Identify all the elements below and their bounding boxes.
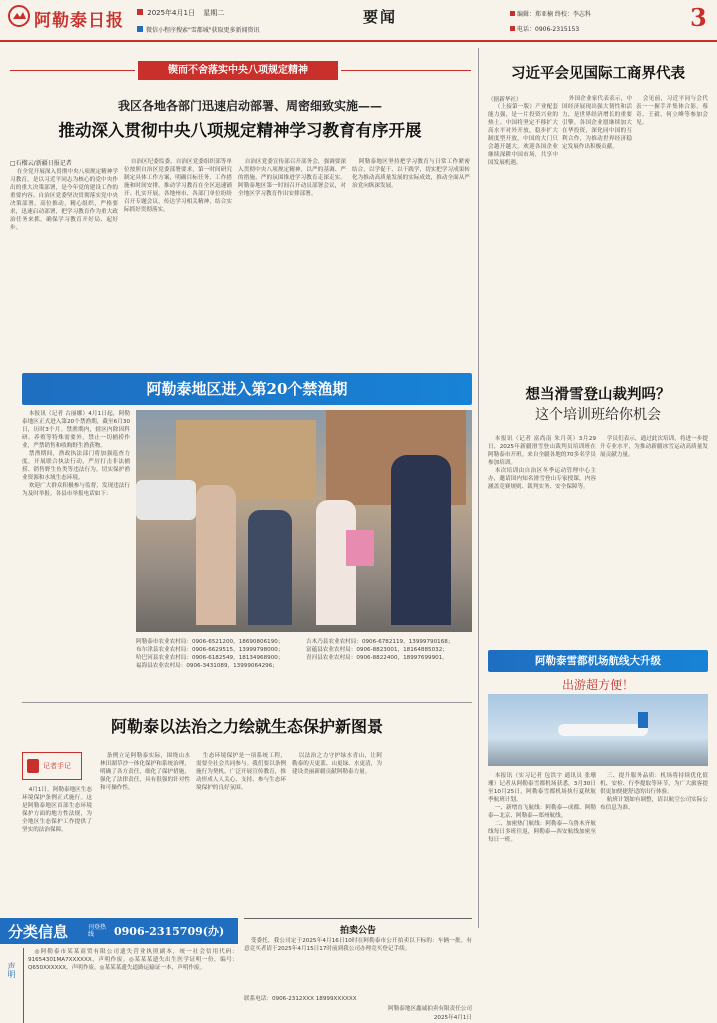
plane-tail [638, 712, 648, 728]
wechat-note [137, 25, 260, 34]
right-top-headline: 习近平会见国际工商界代表 [511, 65, 685, 82]
column-label-text: 记者手记 [43, 762, 71, 770]
right-top-col-2: 外国企业家代表表示，中国经济展现出强大韧性和活力，是世界经济增长的重要引擎。各国企业愿继续加大在华投资，深化同中国的互利合作，为推动世界经济稳定发展作出积极贡献。 [562, 96, 632, 150]
plane-shape [558, 724, 648, 736]
lead-col-2: 自治区纪委监委、自治区党委组织部等单位按照自治区党委部署要求，第一时间研究制定具体工作方案，明确目标任务、工作措施和时间安排，推动学习教育在全区迅速铺开、扎实开展。各地州市、各部门单位纷纷召开专题会议，传达学习相关精神，结合实际抓好贯彻落实。 [124, 159, 232, 213]
pink-flyer [346, 530, 374, 566]
phone-text: 电话：0906-2315153 [517, 26, 580, 33]
phone-bullet-icon [510, 26, 515, 31]
lead-kicker: 我区各地各部门迅速启动部署、周密细致实施—— [117, 99, 382, 113]
person-shape-2 [248, 510, 292, 625]
building-shape [176, 420, 316, 500]
classified-title: 分类信息 [8, 923, 69, 941]
editor-text: 编辑：郑亚楠 终校：李志科 [517, 11, 591, 18]
issue-date: 2025年4月1日 [147, 9, 195, 17]
ecology-col-1: 4月1日，阿勒泰地区生态环境保护条例正式施行。这是阿勒泰地区首部生态环境保护方面的地方性法规，为全地区生态保护工作提供了坚实的法治保障。 [22, 787, 92, 833]
auction-contact: 联系电话：0906-2312XXX 18999XXXXXX [244, 996, 357, 1002]
fishing-body: 本报讯（记者 古丽娜）4月1日起，阿勒泰地区正式进入第20个禁渔期，截至6月30日，历时3个月。禁渔期内，辖区内除因科研、养殖等特殊需要外，禁止一切捕捞作业，严禁销售和收购野生渔获物。 禁渔期间，渔政执法部门将加强巡查力度，开展联合执法行动，严厉打击非法捕捞、销售野生鱼类等违法行为，切实保护渔业资源和水域生态环境。 欢迎广大群众积极参与监督，发现违法行为及时举报。各县市举报电话如下： [22, 411, 130, 497]
notice-label: 声明 [7, 962, 16, 978]
ski-headline: 想当滑雪登山裁判吗？ [525, 386, 671, 403]
logo-emblem [8, 5, 30, 27]
right-top-col-1: （上接第一版）产业配套能力强，是一片投资兴业的热土。中国将坚定不移扩大高水平对外开放，稳步扩大制度型开放，中国的大门只会越开越大。欢迎各国企业继续深耕中国市场，共享中国发展机遇。 [488, 104, 558, 166]
logo-text: 阿勒泰日报 [34, 11, 124, 31]
auction-title: 拍卖公告 [339, 926, 376, 936]
page-number: 3 [690, 3, 707, 32]
auction-date: 2025年4月1日 [433, 1015, 472, 1021]
airport-col-1: 本报讯（实习记者 包洪宇 通讯员 张珊珊）记者从阿勒泰雪都机场获悉，3月30日至10月25日，阿勒泰雪都机场执行夏秋航季航班计划。 一、新增直飞航线：阿勒泰—成都、阿勒泰—北京、阿勒泰—郑州航线。 二、加密热门航线：阿勒泰—乌鲁木齐航线每日多班往返，阿勒泰—西安航线加密至每日一班。 [488, 773, 596, 843]
fishing-banner [22, 373, 472, 405]
notice-text: ◎阿勒泰市某某商贸有限公司遗失营业执照副本，统一社会信用代码：91654301MA7XXXXXX，声明作废。◎某某某遗失出生医学证明一份，编号：Q650XXXXXX，声明作废。◎某某某遗失道路运输证一本，声明作废。 [28, 949, 238, 971]
lead-col-1: 在全党开展深入贯彻中央八项规定精神学习教育，是以习近平同志为核心的党中央作出的重大决策部署，是今年党的建设工作的重要内容。自治区党委坚决贯彻落实党中央决策部署，高位推动，精心组织，严格要求，迅速启动部署，把学习教育作为重大政治任务来抓，确保学习教育开好局、起好步。 [10, 169, 118, 231]
hotline-6: 青河县农业农村局：0906-8822400，18997699901。 [306, 655, 448, 661]
airport-col-2: 三、提升服务品质：机场将持续优化值机、安检、行李提取等环节，为广大旅客提供更加便捷舒适的出行体验。 航班计划如有调整，请以航空公司实际公布信息为准。 [600, 773, 708, 811]
auction-company: 阿勒泰地区鑫诚拍卖有限责任公司 [388, 1006, 472, 1012]
classified-phone: 0906-2315709(办) [114, 925, 225, 938]
officer-shape [391, 455, 451, 625]
fishing-hotlines-right [306, 638, 472, 698]
auction-box [244, 918, 472, 1023]
ecology-col-2: 条例立足阿勒泰实际，围绕山水林田湖草沙一体化保护和系统治理，明确了各方责任，细化了保护措施，强化了法律责任，具有很强的针对性和可操作性。 [100, 753, 190, 791]
airport-headline: 阿勒泰雪都机场航线大升级 [535, 655, 661, 667]
notice-label-box [0, 948, 24, 1023]
lead-headline: 推动深入贯彻中央八项规定精神学习教育有序开展 [58, 121, 422, 140]
date-block [137, 8, 224, 18]
auction-text: 受委托，我公司定于2025年4月16日10时在阿勒泰市公开拍卖以下标的：车辆一批。有意竞买者请于2025年4月15日17时前到我公司办理竞买登记手续。 [244, 938, 472, 952]
editor-line [510, 9, 591, 18]
hotline-3: 吉木乃县农业农村局：0906-6782119，13999790168； [306, 639, 454, 645]
ecology-col-4: 以法治之力守护绿水青山，让阿勒泰的天更蓝、山更绿、水更清，为建设美丽新疆贡献阿勒泰力量。 [292, 753, 382, 775]
fishing-hotlines-left [136, 638, 301, 698]
pen-icon [27, 759, 39, 773]
hotline-4: 福海县农业农村局：0906-3431089，13999064296； [136, 663, 278, 669]
airport-subhead: 出游超方便！ [561, 678, 634, 692]
ski-subhead: 这个培训班给你机会 [535, 407, 661, 423]
car-shape [136, 480, 196, 520]
airport-photo [488, 694, 708, 766]
ecology-headline: 阿勒泰以法治之力绘就生态保护新图景 [110, 717, 383, 736]
masthead [0, 0, 717, 40]
ski-col-1: 本报讯（记者 富尚南 朱月英）3月29日，2025年新疆滑雪登山裁判员培训班在阿勒泰市开班。来自全疆各地的70多名学员参加培训。 本次培训由自治区冬季运动管理中心主办，邀请国内知名滑雪登山专家授课，内容涵盖竞赛规则、裁判实务、安全保障等。 [488, 436, 596, 490]
hotline-5: 富蕴县农业农村局：0906-8823001，18164885032； [306, 647, 448, 653]
campaign-banner [138, 61, 338, 80]
right-top-source: （据新华社） [488, 97, 522, 103]
editor-bullet-icon [510, 11, 515, 16]
hotline-1: 布尔津县农业农村局：0906-6629515，13999798000； [136, 647, 284, 653]
lead-col-3: 自治区党委宣传部召开部务会，强调要深入贯彻中央八项规定精神，以严的基调、严的措施、严的氛围推进学习教育走深走实。阿勒泰地区第一时间召开动员部署会议，对全地区学习教育作出安排部署。 [238, 159, 346, 197]
wechat-note-text: 微信小程序搜索"雪都城"获取更多新闻资讯 [146, 27, 260, 34]
campaign-banner-text: 锲而不舍落实中央八项规定精神 [168, 65, 308, 76]
person-shape [196, 485, 236, 625]
calendar-icon [137, 9, 143, 15]
lead-byline: □石榴云/新疆日报记者 [10, 160, 72, 167]
issue-weekday: 星期二 [203, 9, 225, 17]
wechat-icon [137, 26, 143, 32]
fishing-headline: 阿勒泰地区进入第20个禁渔期 [146, 380, 348, 398]
phone-line [510, 24, 579, 33]
right-top-col-3: 会见前，习近平同与会代表一一握手并集体合影。蔡奇、王毅、何立峰等参加会见。 [636, 96, 708, 126]
classified-header [0, 918, 238, 944]
section-title: 要闻 [362, 8, 397, 26]
ecology-column-label [22, 752, 82, 780]
classified-cta: 刊登热线 [88, 924, 107, 938]
lead-col-4: 阿勒泰地区坚持把学习教育与日常工作紧密结合，以学促干、以干践学，切实把学习成果转化为推动高质量发展的实际成效，推动全面从严治党向纵深发展。 [352, 159, 470, 189]
airport-banner [488, 650, 708, 672]
ski-col-2: 学员们表示，通过此次培训，将进一步提升专业水平，为推动新疆冰雪运动高质量发展贡献力量。 [600, 436, 708, 458]
fishing-photo [136, 410, 472, 632]
hotline-2: 哈巴河县农业农村局：0906-6182549，18134968900； [136, 655, 284, 661]
hotline-0: 阿勒泰市农业农村局：0906-6521200，18690806190； [136, 639, 284, 645]
ecology-col-3: 生态环境保护是一项系统工程，需要全社会共同参与。我们要以条例施行为契机，广泛开展宣传教育，推动形成人人关心、支持、参与生态环境保护的良好氛围。 [196, 753, 286, 791]
